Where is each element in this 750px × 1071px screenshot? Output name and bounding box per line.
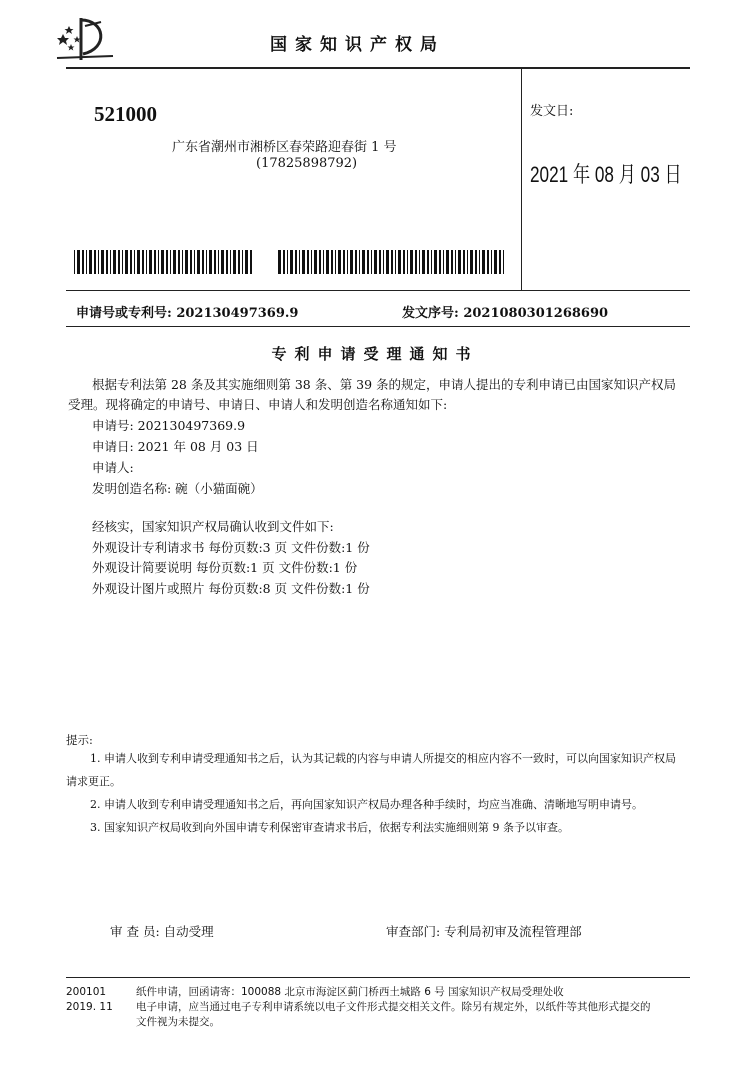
footer-rule: [66, 977, 690, 978]
intro-line-2: 受理。现将确定的申请号、申请日、申请人和发明创造名称通知如下:: [68, 397, 448, 412]
header-box-bottom-rule: [66, 290, 690, 291]
note-1-line-1: 1. 申请人收到专利申请受理通知书之后，认为其记载的内容与申请人所提交的相应内容不一致时，可以向国家知识产权局: [90, 752, 676, 765]
document-serial-number: 发文序号: 2021080301268690: [402, 306, 609, 321]
received-intro: 经核实，国家知识产权局确认收到文件如下:: [92, 519, 334, 534]
notes-heading: 提示:: [66, 733, 93, 747]
examiner: 审 查 员: 自动受理: [110, 924, 214, 939]
barcode-left: [74, 250, 254, 274]
issue-date: 2021 年 08 月 03 日: [530, 162, 682, 187]
cnipa-logo: [55, 14, 115, 62]
invention-name-line: 发明创造名称: 碗（小猫面碗）: [92, 481, 263, 496]
note-3: 3. 国家知识产权局收到向外国申请专利保密审查请求书后，依据专利法实施细则第 9 条予以审查。: [90, 821, 569, 834]
form-code: 200101: [66, 986, 107, 998]
recipient-phone: (17825898792): [256, 156, 358, 171]
examining-department: 审查部门: 专利局初审及流程管理部: [386, 924, 582, 939]
app-date-line: 申请日: 2021 年 08 月 03 日: [92, 439, 259, 454]
meta-bottom-rule: [66, 326, 690, 327]
note-2: 2. 申请人收到专利申请受理通知书之后，再向国家知识产权局办理各种手续时，均应当准确、清晰地写明申请号。: [90, 798, 643, 811]
electronic-application-note-cont: 文件视为未提交。: [136, 1016, 220, 1028]
application-number: 申请号或专利号: 202130497369.9: [76, 306, 299, 321]
top-rule: [66, 67, 690, 69]
vertical-divider: [521, 69, 522, 291]
paper-application-note: 纸件申请，回函请寄：100088 北京市海淀区蓟门桥西土城路 6 号 国家知识产权局受理处收: [136, 986, 564, 998]
recipient-address: 广东省潮州市湘桥区春荣路迎春街 1 号: [172, 140, 397, 155]
document-item: 外观设计图片或照片 每份页数:8 页 文件份数:1 份: [92, 581, 370, 596]
document-item: 外观设计专利请求书 每份页数:3 页 文件份数:1 份: [92, 540, 370, 555]
note-1-line-2: 请求更正。: [66, 775, 121, 788]
barcode-right: [278, 250, 506, 274]
office-name: 国家知识产权局: [270, 35, 445, 55]
document-item: 外观设计简要说明 每份页数:1 页 文件份数:1 份: [92, 560, 358, 575]
app-number-line: 申请号: 202130497369.9: [92, 418, 246, 433]
postal-code: 521000: [94, 102, 157, 126]
intro-line-1: 根据专利法第 28 条及其实施细则第 38 条、第 39 条的规定，申请人提出的专利申请已由国家知识产权局: [92, 377, 677, 392]
notice-title: 专利申请受理通知书: [271, 345, 479, 363]
electronic-application-note: 电子申请，应当通过电子专利申请系统以电子文件形式提交相关文件。除另有规定外，以纸件等其他形式提交的: [136, 1001, 651, 1013]
form-version: 2019. 11: [66, 1001, 113, 1013]
applicant-line: 申请人:: [92, 460, 134, 475]
issue-date-label: 发文日:: [530, 104, 574, 119]
